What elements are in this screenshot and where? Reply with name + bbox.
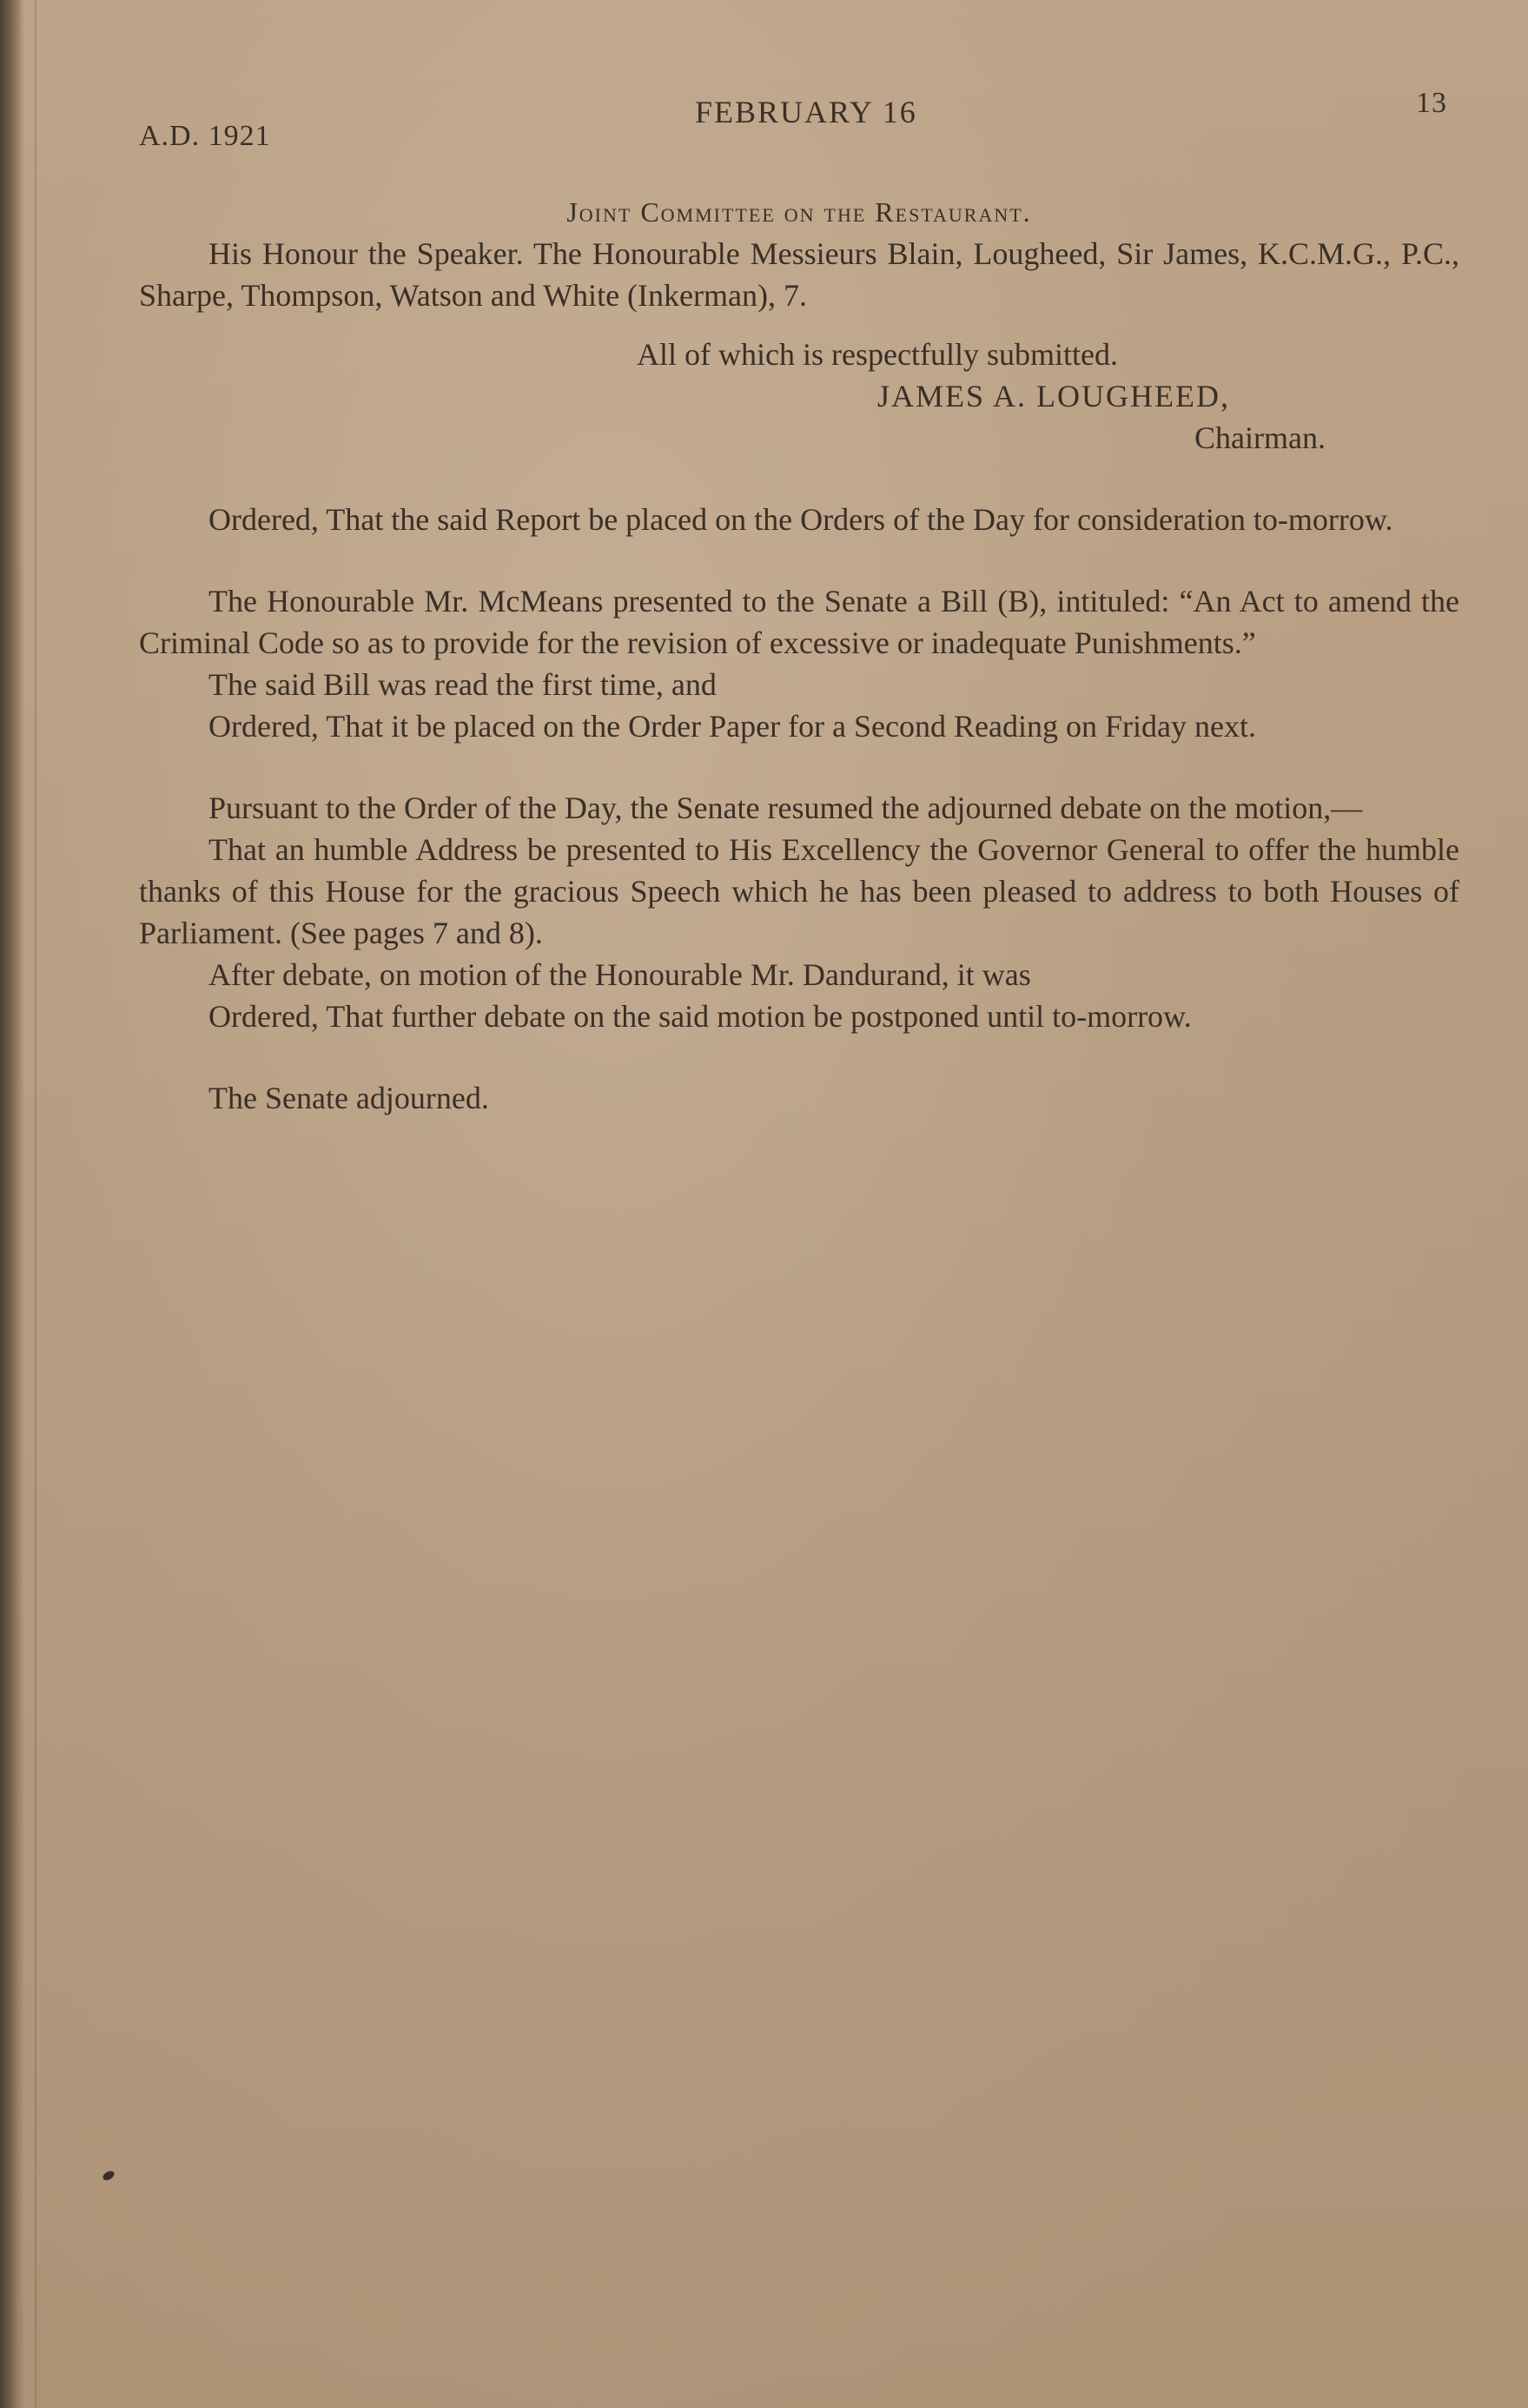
pursuant-paragraph: Pursuant to the Order of the Day, the Senate resumed the adjourned debate on the motion,—: [208, 791, 1363, 825]
binding-edge: [35, 0, 36, 2408]
submitted-line: All of which is respectfully submitted.: [637, 337, 1118, 372]
bill-presented-paragraph: The Honourable Mr. McMeans presented to the Senate a Bill (B), intituled: “An Act to amend the Criminal Code so as to provide for the revision of excessive or inadequate Punishments.”: [139, 584, 1459, 660]
committee-heading: Joint Committee on the Restaurant.: [566, 196, 1032, 228]
after-debate-paragraph: After debate, on motion of the Honourable Mr. Dandurand, it was: [208, 957, 1031, 992]
page-number: 13: [1416, 87, 1447, 119]
header-date: FEBRUARY 16: [695, 95, 917, 129]
bill-ordered-paragraph: Ordered, That it be placed on the Order Paper for a Second Reading on Friday next.: [208, 709, 1256, 744]
page-body: [139, 191, 1459, 1119]
signature-name: JAMES A. LOUGHEED,: [877, 379, 1231, 413]
adjourned-paragraph: The Senate adjourned.: [208, 1081, 489, 1115]
bill-read-paragraph: The said Bill was read the first time, and: [208, 667, 717, 702]
book-spine-shadow: [0, 0, 24, 2408]
committee-members: His Honour the Speaker. The Honourable Messieurs Blain, Lougheed, Sir James, K.C.M.G., P.C., Sharpe, Thompson, Watson and White (Inkerman), 7.: [139, 236, 1459, 313]
page-header: [139, 87, 1459, 152]
ordered-debate-paragraph: Ordered, That further debate on the said motion be postponed until to-morrow.: [208, 999, 1192, 1034]
ink-spot: [102, 2169, 116, 2182]
signature-title: Chairman.: [1194, 420, 1326, 455]
header-year: A.D. 1921: [139, 120, 271, 152]
address-paragraph: That an humble Address be presented to His Excellency the Governor General to offer the humble thanks of this House for the gracious Speech which he has been pleased to address to both Houses of Parliament. (See pages 7 and 8).: [139, 832, 1459, 950]
ordered-report-paragraph: Ordered, That the said Report be placed on the Orders of the Day for consideration to-morrow.: [208, 502, 1393, 537]
